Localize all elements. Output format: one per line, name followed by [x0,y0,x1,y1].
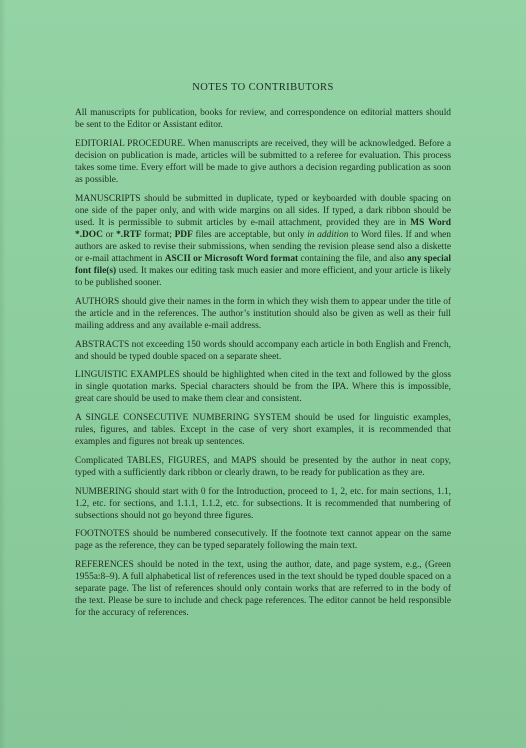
paragraph-authors: AUTHORS should give their names in the form in which they wish them to appear under the title of the article and in the references. The author’s institution should also be given as well as their full mailing address and any available e-mail address. [75,296,451,331]
manuscripts-text-4: files are acceptable, but only [192,229,308,240]
paragraph-linguistic-examples: LINGUISTIC EXAMPLES should be highlighted when cited in the text and followed by the gloss in single quotation marks. Special characters should be from the IPA. Where this is impossible, great care should be used to make them clear and consistent. [75,370,451,405]
manuscripts-text-3: format; [141,229,175,240]
paragraph-footnotes: FOOTNOTES should be numbered consecutively. If the footnote text cannot appear on the same page as the reference, they can be typed separately following the main text. [75,529,451,552]
manuscripts-text-7: used. It makes our editing task much easier and more efficient, and your article is likely to be published sooner. [75,266,451,289]
manuscripts-text-2: or [102,229,117,240]
manuscripts-bold-msword: MS Word *.DOC [75,217,452,240]
manuscripts-bold-pdf: PDF [174,229,193,240]
paragraph-references: REFERENCES should be noted in the text, using the author, date, and page system, e.g., (Green 1955a:8–9). A full alphabetical list of references used in the text should be typed double spaced on a separate page. The list of references should only contain works that are referred to in the body of the text. Please be sure to include and check page references. The editor cannot be held responsible for the accuracy of references. [75,560,451,619]
paragraph-correspondence: All manuscripts for publication, books for review, and correspondence on editorial matters should be sent to the Editor or Assistant editor. [75,108,451,131]
paragraph-numbering-system: A SINGLE CONSECUTIVE NUMBERING SYSTEM should be used for linguistic examples, rules, figures, and tables. Except in the case of very short examples, it is recommended that examples and figures not break up sentences. [75,413,451,448]
paragraph-numbering: NUMBERING should start with 0 for the Introduction, proceed to 1, 2, etc. for main sections, 1.1, 1.2, etc. for sections, and 1.1.1, 1.1.2, etc. for subsections. It is recommended that numbering of subsections should not go beyond three figures. [75,486,451,521]
manuscripts-bold-rtf: *.RTF [116,229,142,240]
manuscripts-text-1: MANUSCRIPTS should be submitted in duplicate, typed or keyboarded with double spacing on one side of the paper only, and with wide margins on all sides. If typed, a dark ribbon should be used. It is permissible to submit articles by e-mail attachment, provided they are in [75,193,451,228]
paragraph-manuscripts [75,193,451,290]
paragraph-tables-figures: Complicated TABLES, FIGURES, and MAPS should be presented by the author in neat copy, typed with a sufficiently dark ribbon or clearly drawn, to be ready for publication as they are. [75,455,451,478]
manuscripts-bold-ascii: ASCII or Microsoft Word format [164,254,299,265]
manuscripts-text-6: containing the file, and also [298,254,407,265]
paragraph-editorial-procedure: EDITORIAL PROCEDURE. When manuscripts are received, they will be acknowledged. Before a decision on publication is made, articles will be submitted to a referee for evaluation. This process takes some time. Every effort will be made to give authors a decision regarding publication as soon as possible. [75,138,451,185]
document-body [75,82,451,626]
paragraph-abstracts: ABSTRACTS not exceeding 150 words should accompany each article in both English and French, and should be typed double spaced on a separate sheet. [75,339,451,362]
page-title: NOTES TO CONTRIBUTORS [192,82,334,93]
manuscripts-text-5: to Word files. If and when authors are asked to revise their submissions, when sending the revision please send also a diskette or e-mail attachment in [75,229,451,265]
manuscripts-bold-font-files: any special font file(s) [75,254,451,277]
manuscripts-italic-in-addition: in addition [307,229,349,240]
